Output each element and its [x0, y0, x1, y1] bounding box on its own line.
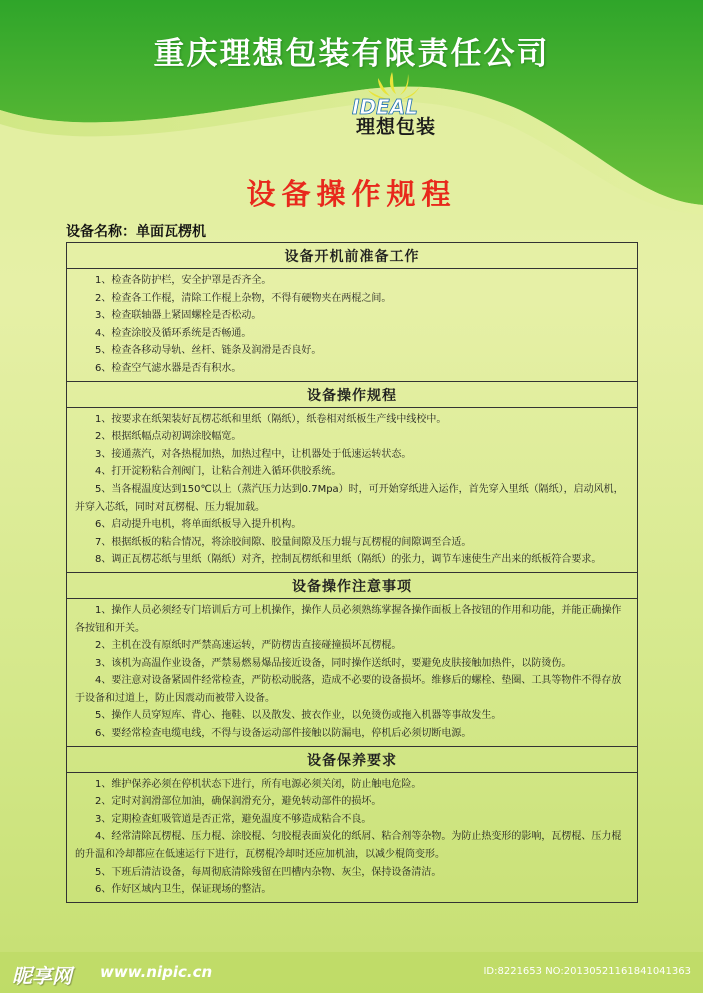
list-item: 2、根据纸幅点动初调涂胶幅宽。 — [95, 431, 242, 443]
section-heading-prep: 设备开机前准备工作 — [67, 243, 637, 269]
list-item: 4、要注意对设备紧固件经常检查，严防松动脱落，造成不必要的设备损坏。维修后的螺栓、垫圈、工具等物件不得存放于设备和过道上，防止因震动而被带入设备。 — [75, 675, 622, 704]
section-heading-operation: 设备操作规程 — [67, 382, 637, 408]
list-item: 1、操作人员必须经专门培训后方可上机操作，操作人员必须熟练掌握各操作面板上各按钮的作用和功能，并能正确操作各按钮和开关。 — [75, 604, 622, 634]
list-item: 3、定期检查虹吸管道是否正常，避免温度不够造成粘合不良。 — [95, 813, 372, 825]
list-item: 4、经常清除瓦楞棍、压力棍、涂胶棍、匀胶棍表面炭化的纸屑、粘合剂等杂物。为防止热变形的影响，瓦楞棍、压力棍的升温和冷却都应在低速运行下进行，瓦楞棍冷却时还应加机油，以减少棍筒变形。 — [75, 831, 622, 861]
section-heading-maintenance: 设备保养要求 — [67, 747, 637, 773]
logo-text: IDEAL — [352, 95, 418, 119]
section-body-prep — [67, 269, 637, 382]
list-item: 1、按要求在纸架装好瓦楞芯纸和里纸（隔纸），纸卷相对纸板生产线中线校中。 — [95, 413, 447, 425]
list-item: 4、检查涂胶及循环系统是否畅通。 — [95, 327, 252, 339]
list-item: 3、接通蒸汽，对各热棍加热，加热过程中，让机器处于低速运转状态。 — [95, 448, 412, 460]
section-heading-precautions: 设备操作注意事项 — [67, 573, 637, 599]
list-item: 5、操作人员穿短库、背心、拖鞋、以及散发、披衣作业，以免烫伤或拖入机器等事故发生。 — [95, 710, 502, 722]
list-item: 6、要经常检查电缆电线，不得与设备运动部件接触以防漏电，停机后必须切断电源。 — [95, 728, 472, 740]
list-item: 2、主机在没有原纸时严禁高速运转，严防楞齿直接碰撞损坏瓦楞棍。 — [95, 640, 402, 652]
site-logo: 昵享网 — [12, 964, 72, 988]
equipment-name: 设备名称：单面瓦楞机 — [66, 224, 206, 240]
company-name: 重庆理想包装有限责任公司 — [153, 36, 550, 72]
list-item: 2、定时对润滑部位加油，确保润滑充分，避免转动部件的损坏。 — [95, 796, 382, 808]
list-item: 5、当各棍温度达到150℃以上（蒸汽压力达到0.7Mpa）时，可开始穿纸进入运作，首先穿入里纸（隔纸），启动风机，并穿入芯纸，同时对瓦楞棍、压力辊加载。 — [75, 483, 624, 513]
list-item: 7、根据纸板的粘合情况，将涂胶间隙、胶量间隙及压力辊与瓦楞棍的间隙调至合适。 — [95, 536, 472, 548]
list-item: 3、检查联轴器上紧固螺栓是否松动。 — [95, 310, 262, 322]
list-item: 1、维护保养必须在停机状态下进行，所有电源必须关闭，防止触电危险。 — [95, 778, 422, 790]
list-item: 6、启动提升电机，将单面纸板导入提升机构。 — [95, 519, 302, 531]
page-title: 设备操作规程 — [246, 177, 457, 211]
list-item: 8、调正瓦楞芯纸与里纸（隔纸）对齐，控制瓦楞纸和里纸（隔纸）的张力，调节车速使生产出来的纸板符合要求。 — [95, 554, 602, 566]
section-body-maintenance — [67, 773, 637, 902]
list-item: 4、打开淀粉粘合剂阀门，让粘合剂进入循环供胶系统。 — [95, 466, 342, 478]
image-id: ID:8221653 NO:20130521161841041363 — [483, 966, 691, 977]
procedure-table — [66, 242, 638, 903]
section-body-operation — [67, 408, 637, 573]
section-body-precautions — [67, 599, 637, 747]
logo-brand-name: 理想包装 — [356, 116, 437, 138]
list-item: 1、检查各防护栏，安全护罩是否齐全。 — [95, 275, 272, 286]
list-item: 6、检查空气滤水器是否有积水。 — [95, 362, 242, 374]
list-item: 5、下班后清洁设备，每周彻底清除残留在凹槽内杂物、灰尘，保持设备清洁。 — [95, 866, 442, 878]
list-item: 5、检查各移动导轨、丝杆、链条及润滑是否良好。 — [95, 345, 322, 357]
list-item: 3、该机为高温作业设备，严禁易燃易爆品接近设备，同时操作送纸时，要避免皮肤接触加热件，以防烫伤。 — [95, 657, 572, 669]
list-item: 6、作好区域内卫生，保证现场的整洁。 — [95, 884, 272, 896]
site-url[interactable]: www.nipic.cn — [100, 963, 213, 981]
list-item: 2、检查各工作棍，清除工作棍上杂物，不得有硬物夹在两棍之间。 — [95, 292, 392, 304]
